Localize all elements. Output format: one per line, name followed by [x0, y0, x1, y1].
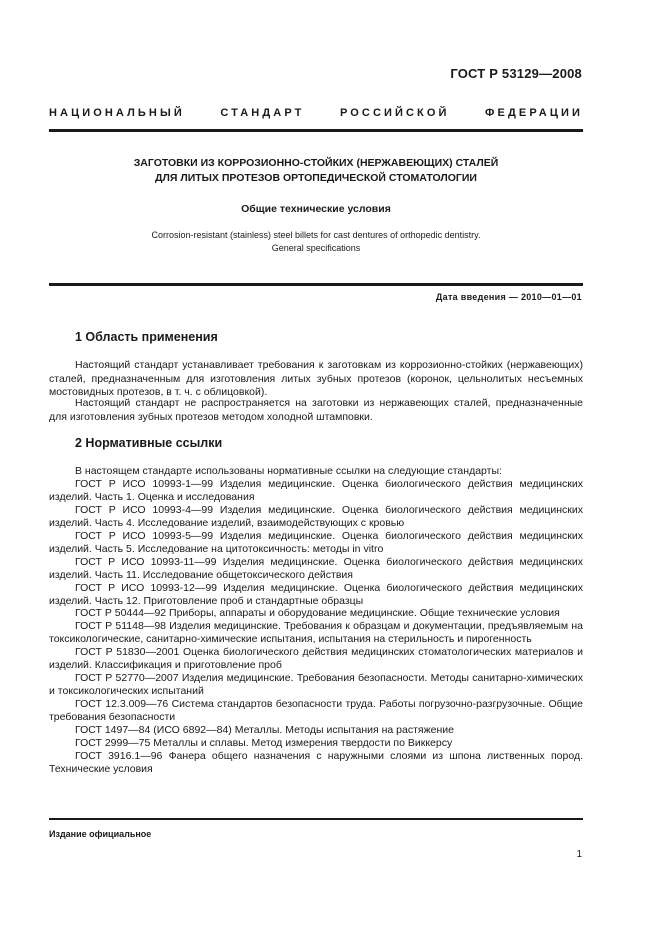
reference-item: ГОСТ Р 50444—92 Приборы, аппараты и оборудование медицинские. Общие технические условия — [75, 607, 560, 620]
english-title-line-2: General specifications — [271, 243, 361, 253]
document-title — [49, 156, 583, 186]
document-subtitle: Общие технические условия — [241, 203, 391, 215]
reference-item: ГОСТ Р 52770—2007 Изделия медицинские. Требования безопасности. Методы санитарно-химических и токсикологических испытаний — [49, 672, 583, 698]
page-number: 1 — [576, 849, 582, 860]
reference-item: ГОСТ Р ИСО 10993-12—99 Изделия медицинские. Оценка биологического действия медицинских изделий. Часть 12. Приготовление проб и стандартные образцы — [49, 581, 583, 607]
references-intro: В настоящем стандарте использованы нормативные ссылки на следующие стандарты: — [75, 465, 502, 477]
introduction-date: Дата введения — 2010—01—01 — [435, 292, 582, 302]
reference-item: ГОСТ 3916.1—96 Фанера общего назначения с наружными слоями из шпона лиственных пород. Технические условия — [49, 749, 583, 775]
reference-item: ГОСТ Р ИСО 10993-5—99 Изделия медицинские. Оценка биологического действия медицинских изделий. Часть 5. Исследование на цитотоксичность: методы in vitro — [49, 529, 583, 555]
reference-item: ГОСТ Р ИСО 10993-4—99 Изделия медицинские. Оценка биологического действия медицинских изделий. Часть 4. Исследование изделий, взаимодействующих с кровью — [49, 503, 583, 529]
title-rule — [49, 283, 583, 286]
reference-item: ГОСТ 2999—75 Металлы и сплавы. Метод измерения твердости по Виккерсу — [75, 737, 453, 750]
section-1-heading: 1 Область применения — [75, 330, 218, 344]
national-standard-title: НАЦИОНАЛЬНЫЙ СТАНДАРТ РОССИЙСКОЙ ФЕДЕРАЦИИ — [49, 107, 583, 119]
reference-item: ГОСТ Р ИСО 10993-1—99 Изделия медицинские. Оценка биологического действия медицинских изделий. Часть 1. Оценка и исследования — [49, 477, 583, 503]
reference-item: ГОСТ Р 51148—98 Изделия медицинские. Требования к образцам и документации, предъявляемым на токсикологические, санитарно-химические испытания, испытания на стерильность и пирогенность — [49, 620, 583, 646]
english-title — [49, 229, 583, 255]
title-line-2: ДЛЯ ЛИТЫХ ПРОТЕЗОВ ОРТОПЕДИЧЕСКОЙ СТОМАТОЛОГИИ — [155, 172, 477, 184]
section-2-heading: 2 Нормативные ссылки — [75, 436, 223, 450]
reference-item: ГОСТ Р ИСО 10993-11—99 Изделия медицинские. Оценка биологического действия медицинских изделий. Часть 11. Исследование общетоксического действия — [49, 555, 583, 581]
title-line-1: ЗАГОТОВКИ ИЗ КОРРОЗИОННО-СТОЙКИХ (НЕРЖАВЕЮЩИХ) СТАЛЕЙ — [133, 157, 499, 169]
reference-item: ГОСТ Р 51830—2001 Оценка биологического действия медицинских стоматологических материалов и изделий. Классификация и приготовление проб — [49, 646, 583, 672]
section-1-paragraph-1: Настоящий стандарт устанавливает требования к заготовкам из коррозионно-стойких (нержавеющих) сталей, предназначенным для изготовления литых зубных протезов (коронок, цельнолитых несъемных мостовидных протезов, в т. ч. с облицовкой). — [49, 359, 583, 398]
english-title-line-1: Corrosion-resistant (stainless) steel billets for cast dentures of orthopedic dentistry. — [151, 230, 481, 240]
reference-item: ГОСТ 1497—84 (ИСО 6892—84) Металлы. Методы испытания на растяжение — [75, 724, 454, 737]
header-rule — [49, 129, 583, 132]
references-list — [49, 465, 583, 776]
document-code: ГОСТ Р 53129—2008 — [450, 66, 582, 81]
reference-item: ГОСТ 12.3.009—76 Система стандартов безопасности труда. Работы погрузочно-разгрузочные. Общие требования безопасности — [49, 698, 583, 724]
official-edition-label: Издание официальное — [49, 829, 152, 839]
section-1-paragraph-2: Настоящий стандарт не распространяется на заготовки из нержавеющих сталей, предназначенные для изготовления зубных протезов методом холодной штамповки. — [49, 397, 583, 423]
footer-rule — [49, 818, 583, 820]
